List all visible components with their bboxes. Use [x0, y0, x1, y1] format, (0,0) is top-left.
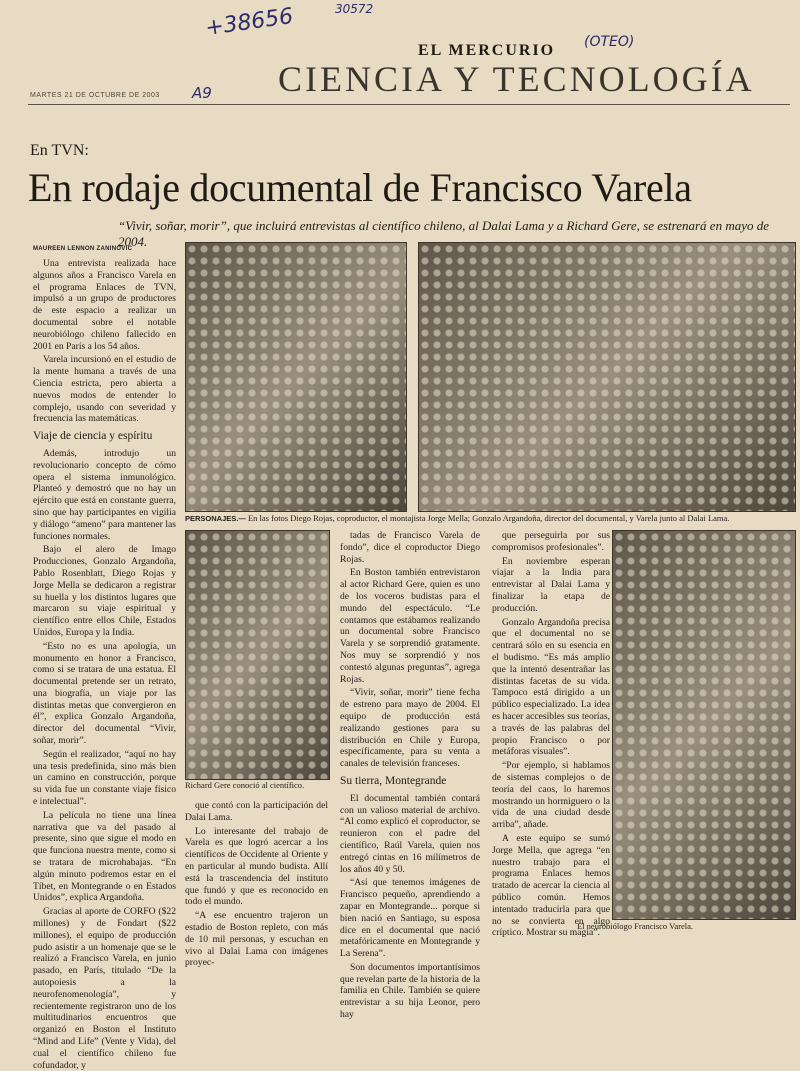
- paragraph: “Vivir, soñar, morir” tiene fecha de estreno para mayo de 2004. El equipo de producción está realizando gestiones para su distribución en Chile y Europa, específicamente, para su venta a canales de televisión franceses.: [340, 687, 480, 770]
- paragraph: En noviembre esperan viajar a la India para entrevistar al Dalai Lama y finalizar la etapa de producción.: [492, 555, 610, 614]
- photo-caption-varela: El neurobiólogo Francisco Varela.: [577, 921, 693, 931]
- paragraph: “Esto no es una apología, un monumento en honor a Francisco, como si se tratara de una estatua. El documental pretende ser un retrato, una biografía, un viaje por las distintas metas que convergieron en él”, explica Gonzalo Argandoña, director del documental “Vivir, soñar, morir”.: [33, 640, 176, 747]
- photo-rojas-mella: [185, 242, 407, 512]
- caption-text: En las fotos Diego Rojas, coproductor, el montajista Jorge Mella; Gonzalo Argandoña, director del documental, y Varela junto al Dalai Lama.: [247, 513, 730, 523]
- paragraph: La película no tiene una línea narrativa que va del pasado al presente, sino que sigue el modo en que funciona nuestra mente, como si se tratara de microhabajas. “En algún minuto podremos estar en el Tíbet, en Montegrande o en Estados Unidos”, explica Argandoña.: [33, 809, 176, 904]
- handwritten-archive-number: +38656: [203, 3, 295, 42]
- article-byline: MAUREEN LENNON ZANINOVIC: [33, 246, 133, 252]
- paragraph: A este equipo se sumó Jorge Mella, que agrega “en nuestro trabajo para el programa Enlaces hemos tratado de acercar la ciencia al público común. Hemos intentado traducirla para que no se convierta en algo críptico. Mostrar su magia”.: [492, 832, 610, 939]
- photo-caption-gere: Richard Gere conoció al científico.: [185, 780, 305, 790]
- paragraph: Bajo el alero de Imago Producciones, Gonzalo Argandoña, Pablo Rosenblatt, Diego Rojas y Jorge Mella se dedicaron a registrar su huella y los distintos lugares que marcaron su viaje espiritual y científico entre ellos Chile, Estados Unidos, Europa y la India.: [33, 544, 176, 638]
- paragraph: tadas de Francisco Varela de fondo”, dice el coproductor Diego Rojas.: [340, 530, 480, 565]
- paragraph: “Por ejemplo, si hablamos de sistemas complejos o de teoría del caos, lo haremos mostrando un hormiguero o la vida de una ciudad desde arriba”, añade.: [492, 760, 610, 831]
- paragraph: Gonzalo Argandoña precisa que el documental no se centrará sólo en su esencia en el budismo. “Es más amplio que la intentó desentrañar las distintas facetas de su vida. Tampoco está dirigido a un público especializado. La idea es hacer accesibles sus teorías, a través de las palabras del propio Francisco o por metáforas visuales”.: [492, 616, 610, 758]
- paragraph: “A ese encuentro trajeron un estadio de Boston repleto, con más de 10 mil personas, y escuchan en vivo al Dalai Lama con imágenes proyec-: [185, 910, 328, 969]
- photo-arganona-dalai-lama: [418, 242, 796, 512]
- paragraph: Varela incursionó en el estudio de la mente humana a través de una Ciencia estricta, pero abierta a nuevos modos de entender lo complejo, usando con severidad y frecuencia las matemáticas.: [33, 354, 176, 425]
- article-headline: En rodaje documental de Francisco Varela: [28, 165, 692, 210]
- paragraph: En Boston también entrevistaron al actor Richard Gere, quien es uno de los voceros budistas para el mundo del espectáculo. “Le contamos que estábamos realizando un documental sobre Francisco Varela y se sorprendió gratamente. Nos muy se sorprendió y nos contestó algunas preguntas”, agrega Rojas.: [340, 567, 480, 685]
- paragraph: que perseguirla por sus compromisos profesionales”.: [492, 530, 610, 553]
- handwritten-source-note: (OTEO): [584, 34, 635, 50]
- handwritten-note: 30572: [335, 2, 374, 16]
- article-column-2: [185, 800, 328, 969]
- article-column-3: [340, 530, 480, 1021]
- paragraph: Son documentos importantísimos que revelan parte de la historia de la familia en Chile. También se quiere entrevistar a su hija Leonor, pero hay: [340, 961, 480, 1021]
- caption-label: PERSONAJES.—: [185, 514, 246, 523]
- paragraph: Una entrevista realizada hace algunos años a Francisco Varela en el programa Enlaces de TVN, impulsó a un grupo de productores de este espacio a realizar un documental sobre el notable neurobiólogo chileno fallecido en 2001 en París a los 54 años.: [33, 258, 176, 352]
- paragraph: “Así que tenemos imágenes de Francisco pequeño, aprendiendo a zapar en Montegrande... porque si bien nació en Santiago, su esposa dice en el documental que nació metafóricamente en Montegrande y La Serena”.: [340, 877, 480, 960]
- subhead-viaje: Viaje de ciencia y espíritu: [33, 430, 153, 443]
- masthead-rule: [28, 104, 790, 105]
- photo-francisco-varela: [612, 530, 796, 920]
- newspaper-name: EL MERCURIO: [418, 42, 556, 59]
- article-deck: “Vivir, soñar, morir”, que incluirá entrevistas al científico chileno, al Dalai Lama y a Richard Gere, se estrenará en mayo de 2004.: [118, 218, 770, 249]
- article-kicker: En TVN:: [30, 142, 89, 159]
- article-column-4: [492, 530, 610, 939]
- subhead-montegrande: Su tierra, Montegrande: [340, 774, 447, 787]
- photo-richard-gere: [185, 530, 330, 780]
- section-title: CIENCIA Y TECNOLOGÍA: [278, 59, 755, 99]
- article-column-1: [33, 258, 176, 1071]
- paragraph: Además, introdujo un revolucionario concepto de cómo opera el sistema inmunológico. Planteó y demostró que no hay un ejército que está en constante guerra, sino que hay participantes en vigilia y diálogo “ameno” para mantener las funciones normales.: [33, 447, 176, 542]
- paragraph: que contó con la participación del Dalai Lama.: [185, 800, 328, 823]
- paragraph: Gracias al aporte de CORFO ($22 millones) y de Fondart ($22 millones), el equipo de producción pudo asistir a un homenaje que se le realizó a Francisco Varela, en junio pasado, en París, titulado “De la autopoiesis a la neurofenomenología”, y recientemente registraron uno de los multitudinarios encuentros que organizó en Boston el Instituto “Mind and Life” (Vente y Vida), del cual el científico chileno fue cofundador, y: [33, 906, 176, 1071]
- paragraph: Lo interesante del trabajo de Varela es que logró acercar a los científicos de Occidente al Oriente y en particular al mundo budista. Allí está la trascendencia del instituto que fundó y que es reconocido en todo el mundo.: [185, 825, 328, 908]
- paragraph: Según el realizador, “aquí no hay una tesis predefinida, sino más bien un camino en construcción, porque su vida fue un constante viaje físico e intelectual”.: [33, 748, 176, 808]
- paragraph: El documental también contará con un valioso material de archivo. “Al como explicó el coproductor, se reunieron con el padre del científico, Raúl Varela, quien nos entregó cintas en 16 milímetros de los años 40 y 50.: [340, 792, 480, 875]
- issue-date: MARTES 21 DE OCTUBRE DE 2003: [30, 92, 160, 99]
- handwritten-page-number: A9: [192, 84, 212, 102]
- photo-caption-personajes: [185, 513, 785, 524]
